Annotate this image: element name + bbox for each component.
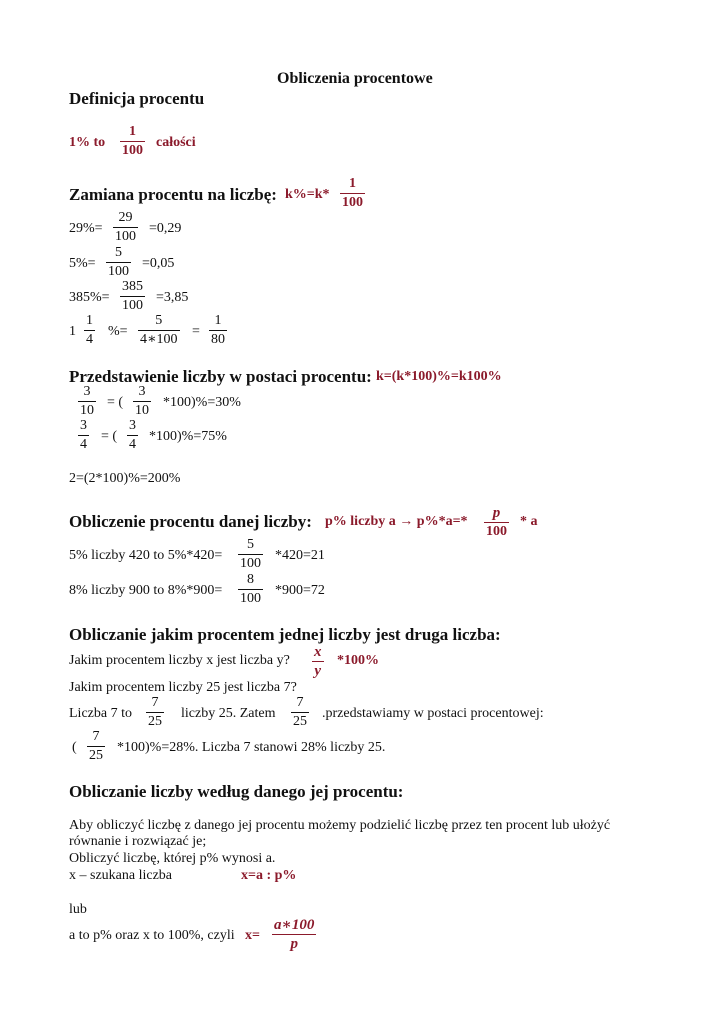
line-7-of-25-b: liczby 25. Zatem: [181, 706, 276, 721]
formula-fraction: [340, 176, 365, 211]
formula-number-to-percent: k=(k*100)%=k100%: [376, 369, 502, 384]
example-mixed-whole: 1: [69, 324, 76, 339]
fraction-numerator: 3: [83, 384, 91, 399]
example-900-left: 8% liczby 900 to 8%*900=: [69, 583, 223, 598]
formula-percent-of-number: p% liczby a → p%*a=*: [325, 514, 468, 529]
fraction-denominator: 100: [108, 264, 129, 279]
example-900-right: *900=72: [275, 583, 325, 598]
fraction-denominator: 25: [293, 714, 307, 729]
example-5-right: =0,05: [142, 256, 175, 271]
example-420-right: *420=21: [275, 548, 325, 563]
paragraph-line-3: Obliczyć liczbę, której p% wynosi a.: [69, 851, 276, 866]
fraction-bar: [127, 435, 138, 436]
fraction-numerator: 8: [247, 572, 254, 587]
fraction-bar: [291, 712, 309, 713]
fraction-numerator: 7: [151, 695, 159, 710]
formula-percent-to-number: k%=k*: [285, 187, 330, 202]
example-3-10-right: *100)%=30%: [163, 395, 241, 410]
fraction-denominator: 25: [89, 748, 103, 763]
line-result-text: *100)%=28%. Liczba 7 stanowi 28% liczby 25.: [117, 740, 386, 755]
example-385-fraction: [120, 279, 145, 314]
example-3-10-fraction-b: [133, 384, 151, 419]
line-7-of-25-a: Liczba 7 to: [69, 706, 132, 721]
paragraph-last-x: x=: [245, 928, 260, 943]
question-25-7: Jakim procentem liczby 25 jest liczba 7?: [69, 680, 297, 695]
fraction-denominator: 80: [211, 332, 225, 347]
example-mixed-fraction-2: [138, 313, 180, 348]
line-result-open: (: [72, 740, 77, 755]
line-7-of-25-c: .przedstawiamy w postaci procentowej:: [322, 706, 544, 721]
question-x-y-fraction: [312, 644, 324, 679]
fraction-numerator: 1: [214, 313, 222, 328]
fraction-bar: [138, 330, 180, 331]
question-x-y-tail: *100%: [337, 653, 379, 668]
paragraph-line-4-left: x – szukana liczba: [69, 868, 173, 883]
fraction-numerator: 29: [118, 210, 133, 225]
example-3-10-mid: = (: [107, 395, 124, 410]
fraction-numerator: 5: [115, 245, 122, 260]
fraction-denominator: 100: [115, 229, 136, 244]
fraction-bar: [106, 262, 131, 263]
section-heading-number-to-percent: Przedstawienie liczby w postaci procentu:: [69, 367, 372, 386]
example-mixed-eq: =: [192, 324, 200, 339]
example-3-10-fraction-a: [78, 384, 96, 419]
fraction-bar: [120, 296, 145, 297]
fraction-numerator: 7: [296, 695, 304, 710]
line-result-fraction: [87, 729, 105, 764]
document-title: Obliczenia procentowe: [277, 70, 433, 87]
fraction-bar: [146, 712, 164, 713]
line-7-of-25-fraction-b: [291, 695, 309, 730]
fraction-bar: [84, 330, 95, 331]
example-29-right: =0,29: [149, 221, 182, 236]
fraction-denominator: 4: [86, 332, 93, 347]
fraction-denominator: 10: [80, 403, 94, 418]
example-mixed-fraction-3: [209, 313, 227, 348]
fraction-bar: [78, 401, 96, 402]
fraction-numerator: 3: [129, 418, 136, 433]
section-heading-definition: Definicja procentu: [69, 89, 205, 108]
fraction-denominator: 100: [122, 298, 143, 313]
example-900-fraction: [238, 572, 263, 607]
example-mixed-mid: %=: [108, 324, 128, 339]
section-heading-what-percent: Obliczanie jakim procentem jednej liczby jest druga liczba:: [69, 625, 501, 644]
definition-suffix: całości: [156, 135, 196, 150]
fraction-denominator: 4: [129, 437, 136, 452]
example-3-4-fraction-b: [127, 418, 138, 453]
fraction-bar: [120, 141, 145, 142]
fraction-numerator: 5: [155, 313, 163, 328]
fraction-denominator: 100: [240, 591, 261, 606]
fraction-denominator: 25: [148, 714, 162, 729]
example-29-left: 29%=: [69, 221, 103, 236]
definition-prefix: 1% to: [69, 135, 106, 150]
paragraph-last-fraction: [272, 917, 316, 952]
fraction-denominator: 100: [342, 195, 363, 210]
fraction-bar: [78, 435, 89, 436]
example-420-fraction: [238, 537, 263, 572]
fraction-denominator: 100: [240, 556, 261, 571]
example-385-left: 385%=: [69, 290, 110, 305]
formula-tail: * a: [520, 514, 538, 529]
paragraph-last-line: a to p% oraz x to 100%, czyli: [69, 928, 235, 943]
fraction-denominator: 4: [80, 437, 87, 452]
fraction-bar: [340, 193, 365, 194]
paragraph-line-4-formula: x=a : p%: [241, 868, 297, 883]
fraction-numerator: 3: [80, 418, 87, 433]
fraction-bar: [238, 554, 263, 555]
fraction-numerator: 1: [86, 313, 93, 328]
fraction-bar: [209, 330, 227, 331]
question-x-y: Jakim procentem liczby x jest liczba y?: [69, 653, 290, 668]
paragraph-lub: lub: [69, 902, 87, 917]
fraction-bar: [312, 661, 324, 662]
fraction-denominator: p: [290, 936, 298, 952]
fraction-numerator: 385: [122, 279, 143, 294]
fraction-numerator: 7: [92, 729, 100, 744]
fraction-numerator: x: [314, 644, 322, 660]
example-5-fraction: [106, 245, 131, 280]
paragraph-line-1: Aby obliczyć liczbę z danego jej procentu możemy podzielić liczbę przez ten procent lub ułożyć: [69, 818, 611, 833]
fraction-bar: [238, 589, 263, 590]
fraction-denominator: 4∗100: [140, 332, 178, 347]
fraction-numerator: 3: [138, 384, 146, 399]
paragraph-line-2: równanie i rozwiązać je;: [69, 834, 207, 849]
fraction-denominator: y: [314, 663, 322, 679]
example-2-line: 2=(2*100)%=200%: [69, 471, 181, 486]
section-heading-percent-to-number: Zamiana procentu na liczbę:: [69, 185, 277, 204]
example-5-left: 5%=: [69, 256, 96, 271]
example-3-4-right: *100)%=75%: [149, 429, 227, 444]
example-3-4-mid: = (: [101, 429, 118, 444]
fraction-numerator: 1: [349, 176, 356, 191]
fraction-bar: [133, 401, 151, 402]
section-heading-number-from-percent: Obliczanie liczby według danego jej procentu:: [69, 782, 404, 801]
example-420-left: 5% liczby 420 to 5%*420=: [69, 548, 223, 563]
definition-fraction: [120, 124, 145, 159]
example-mixed-fraction-1: [84, 313, 95, 348]
fraction-denominator: 100: [486, 524, 507, 539]
section-heading-percent-of-number: Obliczenie procentu danej liczby:: [69, 512, 312, 531]
fraction-bar: [113, 227, 138, 228]
fraction-numerator: 5: [247, 537, 254, 552]
fraction-numerator: p: [492, 505, 501, 521]
fraction-denominator: 10: [135, 403, 149, 418]
formula-p-fraction: [484, 505, 509, 540]
fraction-bar: [484, 522, 509, 523]
fraction-bar: [272, 934, 316, 935]
example-385-right: =3,85: [156, 290, 189, 305]
fraction-numerator: a∗100: [274, 917, 315, 933]
example-3-4-fraction-a: [78, 418, 89, 453]
fraction-denominator: 100: [122, 143, 143, 158]
line-7-of-25-fraction-a: [146, 695, 164, 730]
example-29-fraction: [113, 210, 138, 245]
fraction-bar: [87, 746, 105, 747]
fraction-numerator: 1: [129, 124, 136, 139]
